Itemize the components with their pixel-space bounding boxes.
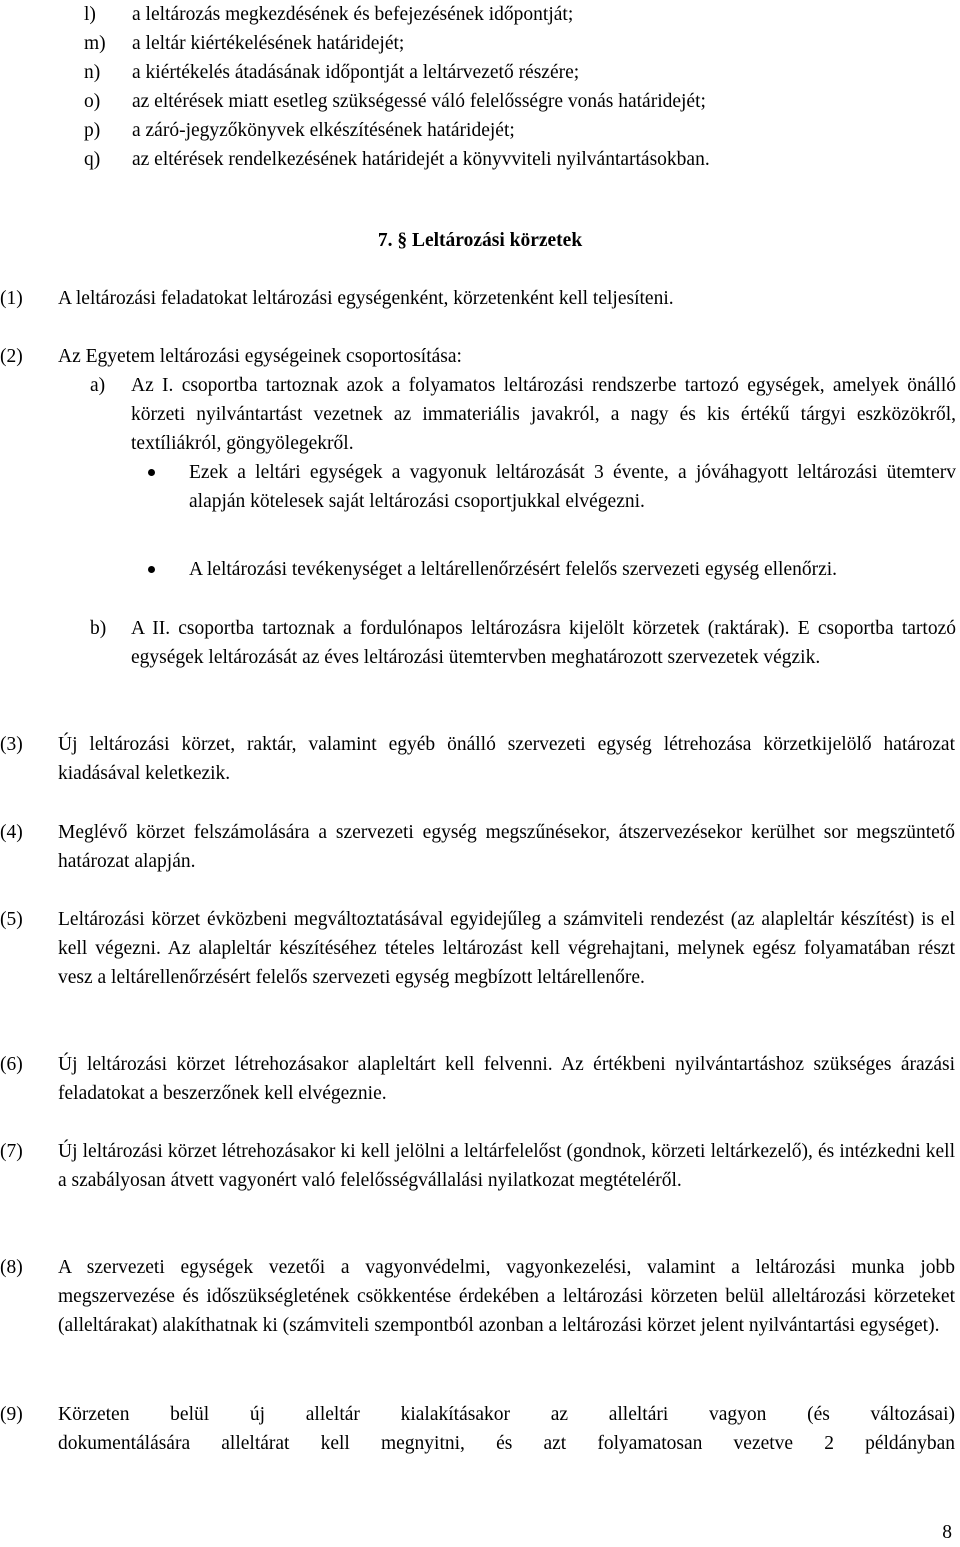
paragraph-number: (8) xyxy=(0,1257,23,1278)
list-item: n) a kiértékelés átadásának időpontját a leltárvezető részére; xyxy=(84,62,580,83)
paragraph-text: Új leltározási körzet, raktár, valamint egyéb önálló szervezeti egység létrehozása körzetkijelölő határozat kiadásával keletkezik. xyxy=(58,734,955,784)
bullet-text: Ezek a leltári egységek a vagyonuk leltározását 3 évente, a jóváhagyott leltározási ütemterv alapján kötelesek saját leltározási csoportjukkal elvégezni. xyxy=(189,462,956,512)
paragraph-text: Leltározási körzet évközbeni megváltoztatásával egyidejűleg a számviteli rendezést (az alapleltár készítést) is el kell végezni. Az alapleltár készítéséhez tételes leltározást kell végrehajtani, melynek egész folyamatában részt vesz a leltárellenőrzésért felelős szervezeti egység megbízott leltárellenőre. xyxy=(58,909,955,988)
sub-item-text: A II. csoportba tartoznak a fordulónapos leltározásra kijelölt körzetek (raktárak). E csoportba tartozó egységek leltározását az éves leltározási ütemtervben meghatározott szervezetek végzik. xyxy=(131,618,956,668)
list-item: q) az eltérések rendelkezésének határidejét a könyvviteli nyilvántartásokban. xyxy=(84,149,710,170)
sub-item-text: Az I. csoportba tartoznak azok a folyamatos leltározási rendszerbe tartozó egységek, amelyek önálló körzeti nyilvántartást vezetnek az immateriális javakról, a nagy és kis értékű tárgyi eszközökről, textíliákról, göngyölegekről. xyxy=(131,375,956,454)
paragraph-number: (5) xyxy=(0,909,23,930)
section-heading: 7. § Leltározási körzetek xyxy=(377,230,583,251)
paragraph-line: dokumentálására alleltárat kell megnyitni, és azt folyamatosan vezetve 2 példányban xyxy=(58,1433,955,1454)
paragraph-text: Meglévő körzet felszámolására a szervezeti egység megszűnésekor, átszervezésekor kerülhet sor megszüntető határozat alapján. xyxy=(58,822,955,872)
paragraph-text: A szervezeti egységek vezetői a vagyonvédelmi, vagyonkezelési, valamint a leltározási munka jobb megszervezése és időszükségletének csökkentése érdekében a leltározási körzeten belül alleltározási körzeteket (alleltárakat) alakíthatnak ki (számviteli szempontból azonban a leltározási körzet jelent nyilvántartási egységet). xyxy=(58,1257,955,1336)
paragraph-text: Új leltározási körzet létrehozásakor alapleltárt kell felvenni. Az értékbeni nyilvántartáshoz szükséges árazási feladatokat a beszerzőnek kell elvégeznie. xyxy=(58,1054,955,1104)
list-item: m) a leltár kiértékelésének határidejét; xyxy=(84,33,405,54)
paragraph-text: A leltározási feladatokat leltározási egységenként, körzetenként kell teljesíteni. xyxy=(58,288,674,309)
paragraph-number: (2) xyxy=(0,346,23,367)
sub-item-mark: b) xyxy=(90,618,107,639)
list-item: l) a leltározás megkezdésének és befejezésének időpontját; xyxy=(84,4,574,25)
letter-list xyxy=(84,0,944,174)
list-item: p) a záró-jegyzőkönyvek elkészítésének határidejét; xyxy=(84,120,515,141)
bullet-icon xyxy=(148,566,155,573)
paragraph-number: (7) xyxy=(0,1141,23,1162)
bullet-text: A leltározási tevékenységet a leltárellenőrzésért felelős szervezeti egység ellenőrzi. xyxy=(189,559,838,580)
sub-item-mark: a) xyxy=(90,375,106,396)
paragraph-text: Az Egyetem leltározási egységeinek csoportosítása: xyxy=(58,346,462,367)
paragraph-line: Körzeten belül új alleltár kialakításakor az alleltári vagyon (és változásai) xyxy=(58,1404,955,1425)
page-number: 8 xyxy=(942,1522,952,1543)
bullet-icon xyxy=(148,469,155,476)
paragraph-number: (9) xyxy=(0,1404,23,1425)
paragraph-number: (3) xyxy=(0,734,23,755)
paragraph-text xyxy=(58,1400,955,1458)
list-item: o) az eltérések miatt esetleg szükségessé váló felelősségre vonás határidejét; xyxy=(84,91,706,112)
paragraph-number: (6) xyxy=(0,1054,23,1075)
paragraph-number: (4) xyxy=(0,822,23,843)
paragraph-number: (1) xyxy=(0,288,23,309)
paragraph-text: Új leltározási körzet létrehozásakor ki kell jelölni a leltárfelelőst (gondnok, körzeti leltárkezelő), és intézkedni kell a szabályosan átvett vagyonért való felelősségvállalási nyilatkozat megtételéről. xyxy=(58,1141,955,1191)
